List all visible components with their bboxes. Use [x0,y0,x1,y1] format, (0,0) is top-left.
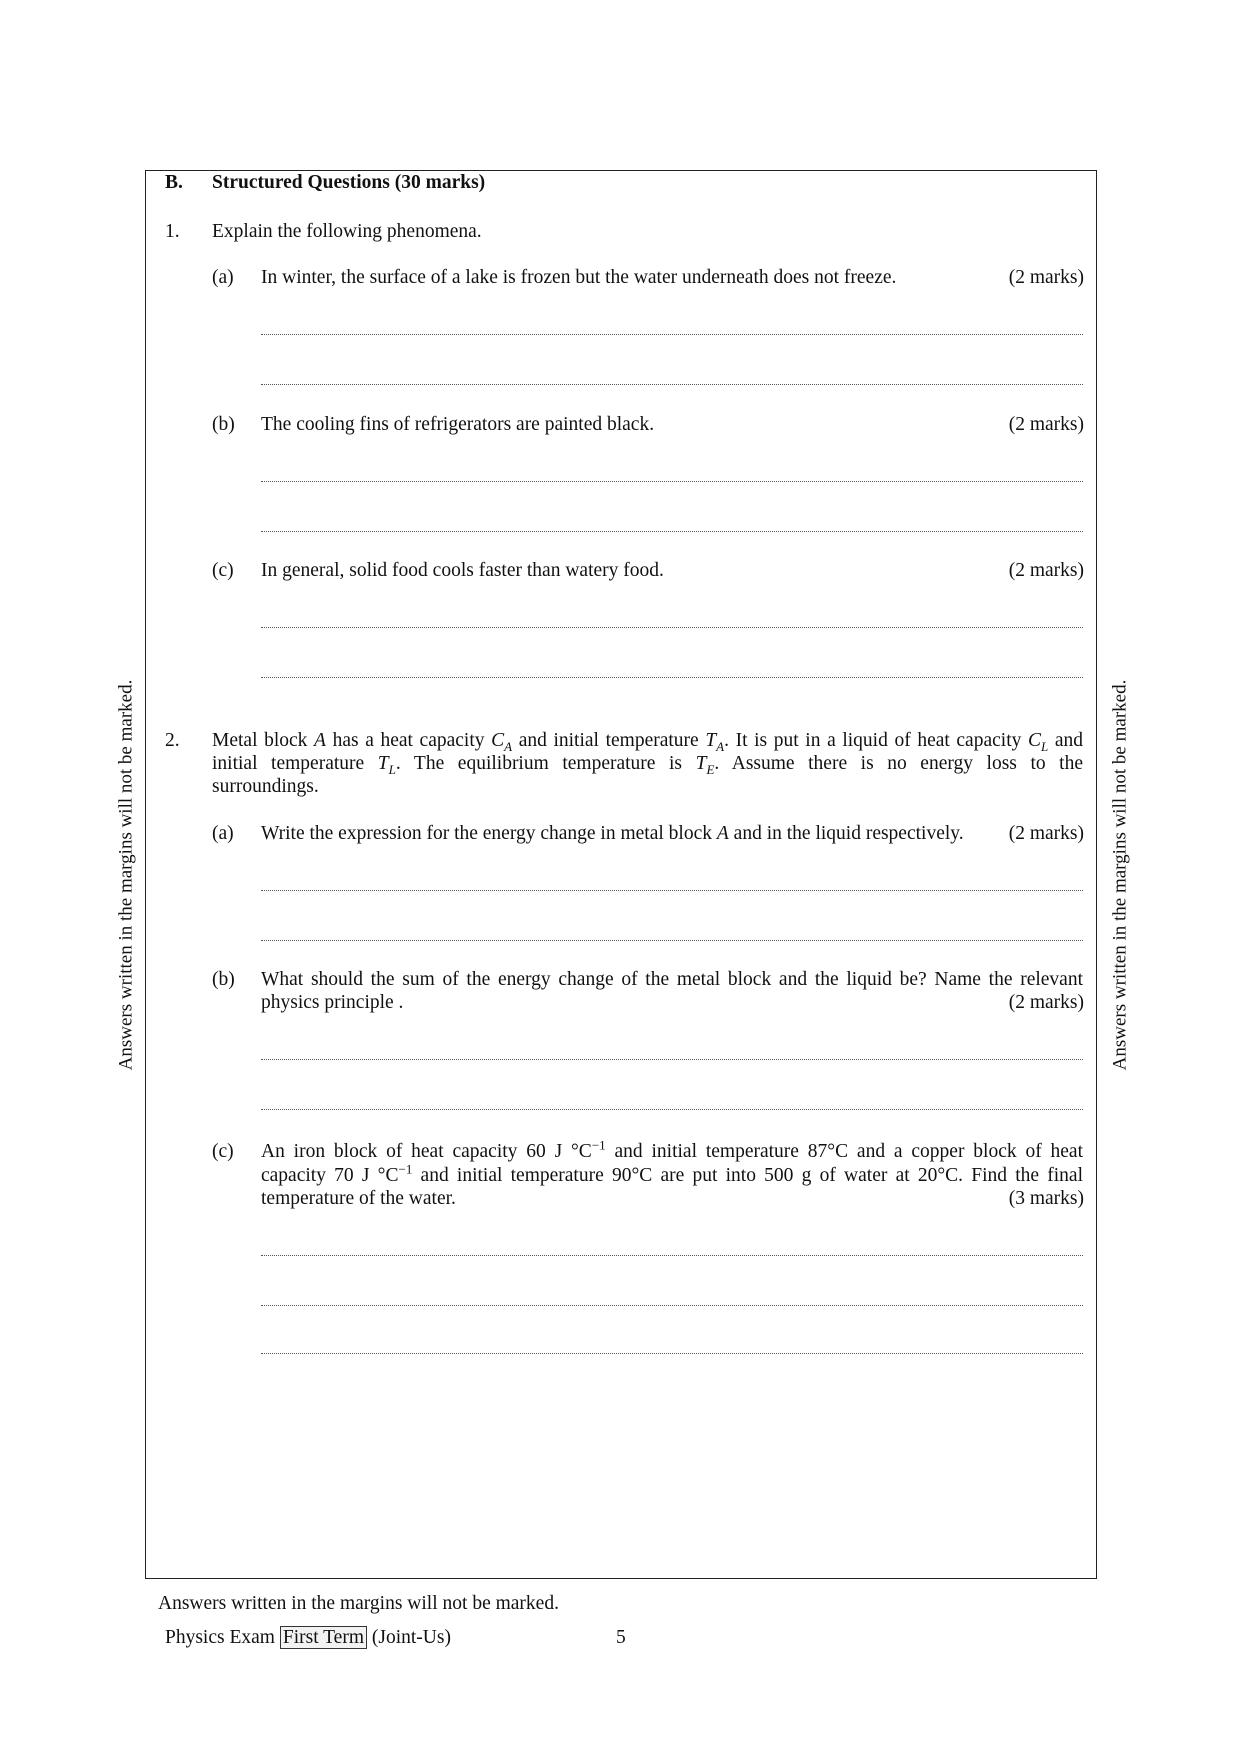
answer-line[interactable] [261,1109,1083,1110]
section-title: Structured Questions (30 marks) [212,172,486,193]
q1-number: 1. [165,221,180,242]
q2c-marks: (3 marks) [1008,1188,1084,1209]
answer-line[interactable] [261,1353,1083,1354]
q2a-text: Write the expression for the energy change in metal block A and in the liquid respectively. [261,823,964,844]
q1-intro: Explain the following phenomena. [212,221,482,242]
q1b-marks: (2 marks) [1008,414,1084,435]
question-frame [145,170,1097,1579]
left-margin-note: Answers written in the margins will not be marked. [115,679,137,1071]
footer-margin-note: Answers written in the margins will not be marked. [158,1593,559,1614]
q2b-text-line1: What should the sum of the energy change of the metal block and the liquid be? Name the relevant [261,969,1083,990]
answer-line[interactable] [261,677,1083,678]
q1a-marks: (2 marks) [1008,267,1084,288]
q2c-label: (c) [212,1141,234,1162]
q2b-label: (b) [212,969,235,990]
q2-stem-line1: Metal block A has a heat capacity $C_A$ and initial temperature $T_A$. It is put in a liquid of heat capacity $C_L$ and [212,730,1084,754]
q2c-text-line1: An iron block of heat capacity 60 J $^\circ C^{-1}$ and initial temperature 87°C and a copper block of heat [261,1137,1083,1162]
answer-line[interactable] [261,531,1083,532]
q1b-label: (b) [212,414,235,435]
answer-line[interactable] [261,890,1083,891]
q2-number: 2. [165,730,180,751]
page-number: 5 [616,1627,626,1648]
q1c-label: (c) [212,560,234,581]
q2-stem-line3: surroundings. [212,776,319,797]
right-margin-note: Answers written in the margins will not be marked. [1109,679,1131,1071]
q2b-marks: (2 marks) [1008,992,1084,1013]
answer-line[interactable] [261,1255,1083,1256]
answer-line[interactable] [261,334,1083,335]
q1c-marks: (2 marks) [1008,560,1084,581]
answer-line[interactable] [261,940,1083,941]
answer-line[interactable] [261,627,1083,628]
q2c-text-line2: capacity 70 J $^\circ C^{-1}$ and initial temperature 90°C are put into 500 g of water at 20°C. Find the final [261,1161,1083,1186]
q2a-marks: (2 marks) [1008,823,1084,844]
answer-line[interactable] [261,481,1083,482]
q1c-text: In general, solid food cools faster than watery food. [261,560,664,581]
q2b-text-line2: physics principle . [261,992,404,1013]
term-field: First Term [280,1626,367,1649]
answer-line[interactable] [261,1059,1083,1060]
footer-exam-title: Physics Exam First Term (Joint-Us) [165,1627,451,1648]
q1a-text: In winter, the surface of a lake is frozen but the water underneath does not freeze. [261,267,897,288]
section-label: B. [165,172,183,193]
q2c-text-line3: temperature of the water. [261,1188,456,1209]
answer-line[interactable] [261,1305,1083,1306]
answer-line[interactable] [261,384,1083,385]
q2a-label: (a) [212,823,234,844]
q2-stem-line2: initial temperature $T_L$. The equilibrium temperature is $T_E$. Assume there is no energy loss to the [212,753,1084,777]
q1b-text: The cooling fins of refrigerators are painted black. [261,414,655,435]
q1a-label: (a) [212,267,234,288]
